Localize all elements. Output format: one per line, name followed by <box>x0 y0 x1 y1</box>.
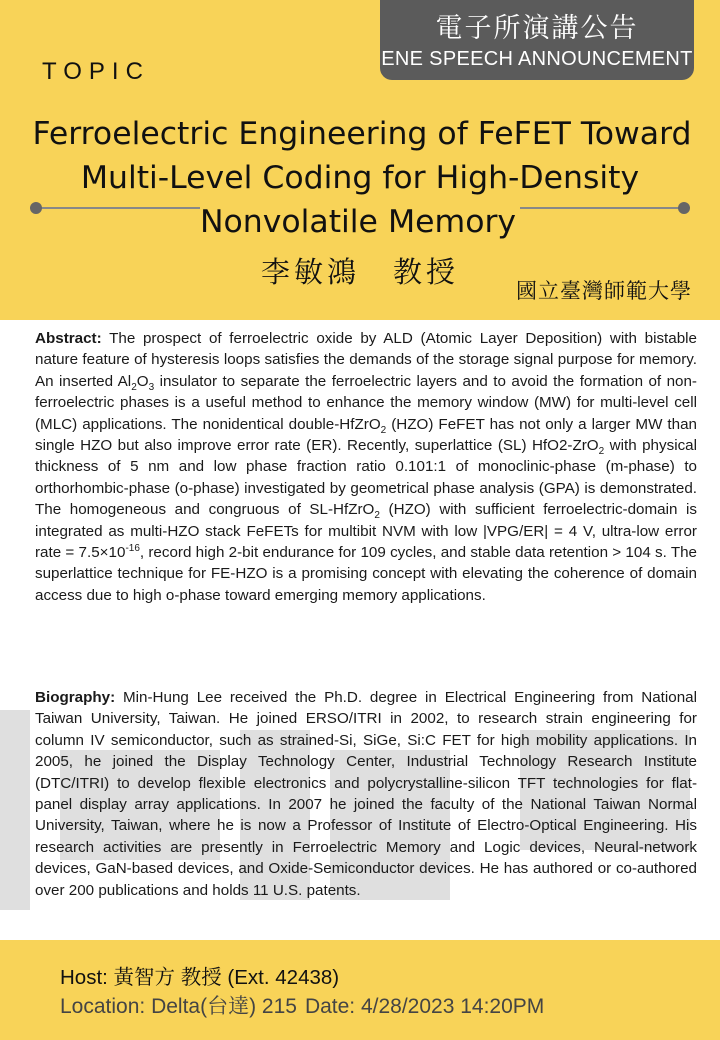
biography-label: Biography: <box>35 689 116 706</box>
abstract-label: Abstract: <box>35 330 102 347</box>
abstract-sub-5: 2 <box>374 510 380 522</box>
abstract-text-7: , record high 2-bit endurance for 109 cycles, and stable data retention > 104 s. The superlattice technique for FE-HZO is a promising concept with elevating the coherence of domain access due to high o-phase toward emerging memory applications. <box>35 544 697 604</box>
speaker-affiliation: 國立臺灣師範大學 <box>516 279 692 303</box>
biography-text: Min-Hung Lee received the Ph.D. degree in Electrical Engineering from National Taiwan University, Taiwan. He joined ERSO/ITRI in 2002, to research strain engineering for column IV semiconductor, such as strained-Si, SiGe, Si:C FET for high mobility applications. In 2005, he joined the Display Technology Center, Industrial Technology Research Institute (DTC/ITRI) to develop flexible electronics and polycrystalline-silicon TFT technologies for flat-panel display array applications. In 2007 he joined the faculty of the National Taiwan Normal University, Taiwan, where he is now a Professor of Institute of Electro-Optical Engineering. His research activities are presently in Ferroelectric Memory and Logic devices, Neural-network devices, GaN-based devices, and Oxide-Semiconductor devices. He has authored or co-authored over 200 publications and holds 11 U.S. patents. <box>35 689 697 899</box>
badge-title-zh: 電子所演講公告 <box>435 13 639 44</box>
abstract-text-6: (HZO) with sufficient ferroelectric-domain is integrated as multi-HZO stack FeFETs for multibit NVM with low |VPG/ER| = 4 V, ultra-low error rate = 7.5×10 <box>35 501 697 562</box>
speaker-name: 李敏鴻 教授 <box>260 255 459 289</box>
abstract-text-1: The prospect of ferroelectric oxide by ALD (Atomic Layer Deposition) with bistable nature feature of hysteresis loops satisfies the demands of the storage signal purpose for memory. An inserted Al <box>35 330 697 390</box>
host-info: Host: 黃智方 教授 (Ext. 42438) <box>60 966 340 989</box>
talk-title-text: Ferroelectric Engineering of FeFET Toward Multi-Level Coding for High-Density Nonvolatile Memory <box>29 116 692 240</box>
topic-label: TOPIC <box>42 58 150 85</box>
abstract-text-2: O <box>136 372 149 390</box>
date-info: Date: 4/28/2023 14:20PM <box>304 995 545 1018</box>
badge-title-en: ENE SPEECH ANNOUNCEMENT <box>381 48 693 70</box>
announcement-badge <box>380 0 694 80</box>
abstract-sup-1: -16 <box>125 543 140 554</box>
abstract-sub-1: 2 <box>131 381 137 393</box>
abstract-text-3: insulator to separate the ferroelectric layers and to avoid the formation of non-ferroelectric phases is a useful method to enhance the memory window (MW) for multi-level cell (MLC) applications. The nonidentical double-HfZrO <box>35 372 697 433</box>
biography-section <box>35 687 697 901</box>
abstract-text-4: (HZO) FeFET has not only a larger MW than single HZO but also improve error rate (ER). Recently, superlattice (SL) HfO2-ZrO <box>35 415 697 455</box>
location-info: Location: Delta(台達) 215 <box>60 995 297 1018</box>
location-date-line <box>60 990 544 1020</box>
abstract-sub-2: 3 <box>148 381 155 393</box>
watermark-bar-1 <box>0 710 30 910</box>
abstract-section <box>35 328 697 606</box>
talk-title <box>20 112 700 244</box>
abstract-sub-3: 2 <box>380 424 387 436</box>
abstract-text-5: with physical thickness of 5 nm and low phase fraction ratio 0.101:1 of monoclinic-phase (m-phase) to orthorhombic-phase (o-phase) investigated by geometrical phase analysis (GPA) is demonstrated. The homogeneous and congruous of SL-HfZrO <box>35 437 697 519</box>
abstract-sub-4: 2 <box>598 446 605 458</box>
